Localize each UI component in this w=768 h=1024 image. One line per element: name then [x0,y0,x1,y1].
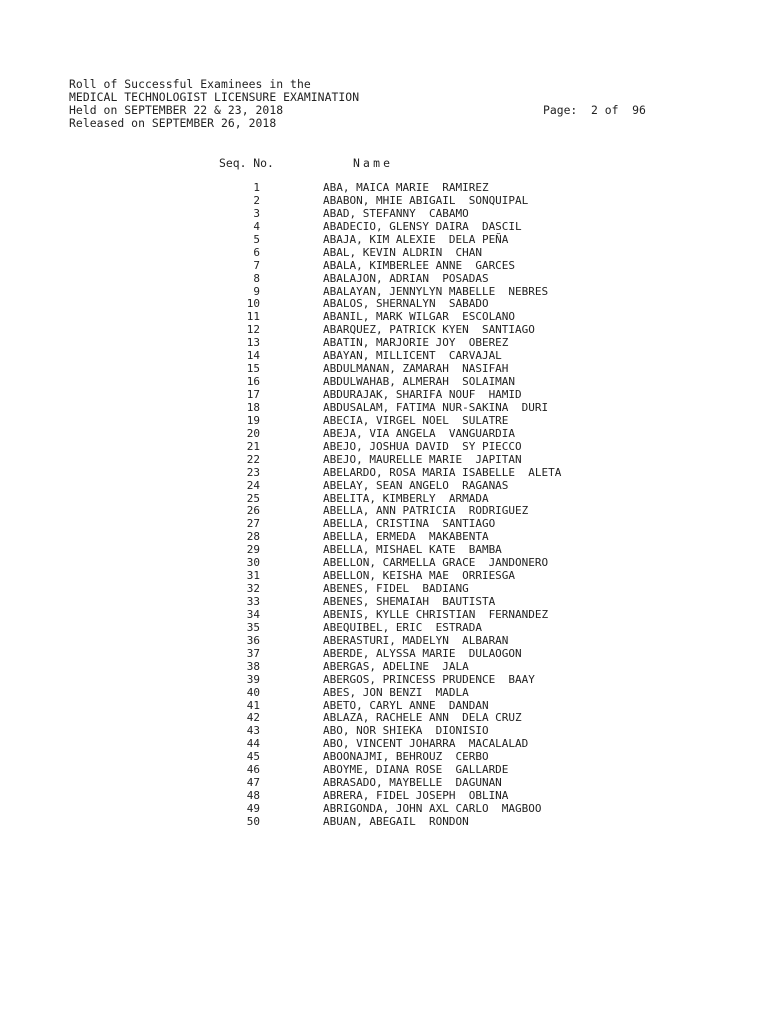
examinee-row [0,195,768,208]
examinee-name: ABAYAN, MILLICENT CARVAJAL [323,349,502,363]
examinee-name: ABENES, SHEMAIAH BAUTISTA [323,595,496,608]
examinee-name: ABELLA, CRISTINA SANTIAGO [323,517,496,531]
examinee-name: ABEJA, VIA ANGELA VANGUARDIA [323,426,516,440]
examinee-name: ABUAN, ABEGAIL RONDON [323,814,469,828]
examinee-row [0,454,768,467]
examinee-name: ABES, JON BENZI MADLA [323,685,469,699]
seq-number: 44 [246,737,260,751]
examinee-row [0,687,768,700]
examinee-name: ABANIL, MARK WILGAR ESCOLANO [323,310,516,324]
examinee-row [0,596,768,609]
examinee-name: ABRIGONDA, JOHN AXL CARLO MAGBOO [323,802,542,815]
seq-number: 4 [253,219,260,233]
examinee-name: ABLAZA, RACHELE ANN DELA CRUZ [323,711,522,725]
examinee-name: ABERGOS, PRINCESS PRUDENCE BAAY [323,672,535,686]
examinee-name: ABO, VINCENT JOHARRA MACALALAD [323,737,529,751]
examinee-row [0,402,768,415]
examinee-name: ABELLA, MISHAEL KATE BAMBA [323,543,502,557]
examinee-name: ABRERA, FIDEL JOSEPH OBLINA [323,789,509,803]
seq-number: 43 [246,724,260,738]
examinee-row [0,273,768,286]
seq-number: 31 [246,569,260,583]
examinee-name: ABENIS, KYLLE CHRISTIAN FERNANDEZ [323,607,549,621]
seq-number: 18 [246,400,260,414]
examinee-name: ABAD, STEFANNY CABAMO [323,206,469,220]
examinee-row [0,208,768,221]
seq-number: 39 [246,672,260,686]
document-title: Roll of Successful Examinees in the [69,77,311,91]
seq-number: 13 [246,336,260,350]
seq-number: 32 [246,582,260,596]
examinee-row [0,661,768,674]
seq-number: 20 [246,426,260,440]
seq-number: 17 [246,388,260,401]
seq-number: 15 [246,362,260,376]
examinee-name: ABELLA, ERMEDA MAKABENTA [323,530,489,544]
examinee-row [0,389,768,402]
examinee-name: ABDURAJAK, SHARIFA NOUF HAMID [323,388,522,401]
seq-number: 49 [246,802,260,815]
seq-number: 38 [246,659,260,673]
examinee-name: ABA, MAICA MARIE RAMIREZ [323,181,489,194]
seq-number: 11 [246,310,260,324]
seq-number: 22 [246,452,260,466]
examinee-name: ABDULWAHAB, ALMERAH SOLAIMAN [323,375,516,389]
examinee-name: ABAL, KEVIN ALDRIN CHAN [323,245,482,259]
seq-number: 29 [246,543,260,557]
seq-number: 26 [246,504,260,518]
seq-number: 40 [246,685,260,699]
examinee-name: ABERASTURI, MADELYN ALBARAN [323,633,509,647]
seq-number: 6 [253,245,260,259]
seq-no-column-header: Seq. No. [219,156,274,170]
examinee-name: ABARQUEZ, PATRICK KYEN SANTIAGO [323,323,535,337]
seq-number: 34 [246,607,260,621]
examinee-name: ABEJO, MAURELLE MARIE JAPITAN [323,452,522,466]
examinee-name: ABELLON, KEISHA MAE ORRIESGA [323,569,516,583]
release-date: Released on SEPTEMBER 26, 2018 [69,116,277,130]
exam-name: MEDICAL TECHNOLOGIST LICENSURE EXAMINATION [69,90,360,104]
seq-number: 47 [246,776,260,790]
seq-number: 2 [253,193,260,207]
seq-number: 25 [246,491,260,505]
examinee-name: ABELITA, KIMBERLY ARMADA [323,491,489,505]
examinee-name: ABO, NOR SHIEKA DIONISIO [323,724,489,738]
examinee-name: ABDUSALAM, FATIMA NUR-SAKINA DURI [323,400,549,414]
seq-number: 7 [253,258,260,272]
examinee-name: ABATIN, MARJORIE JOY OBEREZ [323,336,509,350]
examinee-row [0,803,768,816]
examinee-row [0,182,768,195]
examinee-row [0,648,768,661]
examinee-name: ABABON, MHIE ABIGAIL SONQUIPAL [323,193,529,207]
examinee-name: ABAJA, KIM ALEXIE DELA PEÑA [323,232,509,246]
seq-number: 35 [246,620,260,634]
examinee-row [0,674,768,687]
seq-number: 5 [253,232,260,246]
examinee-name: ABEJO, JOSHUA DAVID SY PIECCO [323,439,522,453]
examinee-row [0,415,768,428]
examinee-row [0,234,768,247]
seq-number: 30 [246,556,260,570]
seq-number: 9 [253,284,260,298]
seq-number: 36 [246,633,260,647]
seq-number: 19 [246,413,260,427]
examinee-name: ABELLA, ANN PATRICIA RODRIGUEZ [323,504,529,518]
seq-number: 48 [246,789,260,803]
examinee-name: ABERGAS, ADELINE JALA [323,659,469,673]
examinee-name: ABECIA, VIRGEL NOEL SULATRE [323,413,509,427]
seq-number: 21 [246,439,260,453]
examinee-name: ABERDE, ALYSSA MARIE DULAOGON [323,646,522,660]
examinee-name: ABALAYAN, JENNYLYN MABELLE NEBRES [323,284,549,298]
examinee-name: ABRASADO, MAYBELLE DAGUNAN [323,776,502,790]
seq-number: 16 [246,375,260,389]
examinee-name: ABOONAJMI, BEHROUZ CERBO [323,750,489,764]
seq-number: 45 [246,750,260,764]
examinee-name: ABEQUIBEL, ERIC ESTRADA [323,620,482,634]
examinee-row [0,467,768,480]
examinee-row [0,816,768,829]
seq-number: 50 [246,814,260,828]
seq-number: 12 [246,323,260,337]
seq-number: 10 [246,297,260,311]
examinee-name: ABDULMANAN, ZAMARAH NASIFAH [323,362,509,376]
seq-number: 33 [246,595,260,608]
examinee-row [0,622,768,635]
examinee-list [0,182,768,829]
exam-dates: Held on SEPTEMBER 22 & 23, 2018 [69,103,284,117]
examinee-row [0,441,768,454]
examinee-name: ABALAJON, ADRIAN POSADAS [323,271,489,285]
examinee-name: ABALOS, SHERNALYN SABADO [323,297,489,311]
examinee-row [0,635,768,648]
seq-number: 28 [246,530,260,544]
examinee-name: ABELARDO, ROSA MARIA ISABELLE ALETA [323,465,562,479]
examinee-row [0,221,768,234]
seq-number: 41 [246,698,260,712]
seq-number: 1 [253,181,260,194]
examinee-name: ABELAY, SEAN ANGELO RAGANAS [323,478,509,492]
examinee-row [0,260,768,273]
seq-number: 14 [246,349,260,363]
seq-number: 23 [246,465,260,479]
seq-number: 3 [253,206,260,220]
examinee-row [0,480,768,493]
seq-number: 24 [246,478,260,492]
examinee-row [0,609,768,622]
seq-number: 27 [246,517,260,531]
examinee-name: ABOYME, DIANA ROSE GALLARDE [323,763,509,777]
seq-number: 37 [246,646,260,660]
examinee-name: ABALA, KIMBERLEE ANNE GARCES [323,258,516,272]
seq-number: 8 [253,271,260,285]
examinee-name: ABADECIO, GLENSY DAIRA DASCIL [323,219,522,233]
seq-number: 46 [246,763,260,777]
seq-number: 42 [246,711,260,725]
page-number: Page: 2 of 96 [543,103,646,117]
examinee-name: ABELLON, CARMELLA GRACE JANDONERO [323,556,549,570]
examinee-name: ABETO, CARYL ANNE DANDAN [323,698,489,712]
name-column-header: Name [353,156,394,170]
examinee-row [0,247,768,260]
examinee-row [0,428,768,441]
examinee-name: ABENES, FIDEL BADIANG [323,582,469,596]
